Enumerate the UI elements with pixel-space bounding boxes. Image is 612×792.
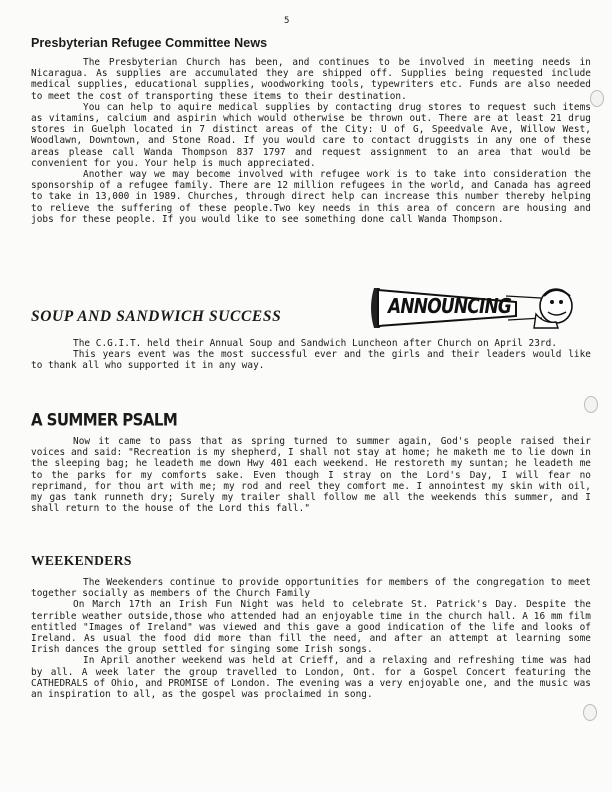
weekenders-paragraph-1: The Weekenders continue to provide opportunities for members of the congregation to meet together socially as members of the Church Family [31, 577, 591, 600]
soup-paragraph-2: This years event was the most successful ever and the girls and their leaders would like to thank all who supported it in any way. [31, 349, 591, 372]
announcing-label: ANNOUNCING [388, 295, 512, 319]
soup-section [31, 308, 591, 372]
weekenders-heading: WEEKENDERS [31, 553, 132, 568]
refugee-section [31, 36, 591, 225]
refugee-heading: Presbyterian Refugee Committee News [31, 36, 268, 50]
psalm-section [31, 410, 591, 514]
punch-hole [583, 704, 597, 721]
punch-hole [590, 90, 604, 107]
psalm-paragraph: Now it came to pass that as spring turned to summer again, God's people raised their voices and said: "Recreation is my shepherd, I shall not stay at home; he maketh me to lie down in the sleeping bag; he leadeth me down Hwy 401 each weekend. He restoreth my suntan; he leadeth me to the parks for my comforts sake. Even though I stray on the Lord's Day, I will fear no reprimand, for thou art with me; my rod and reel they comfort me. I annointest my skin with oil, my gas tank runneth dry; Surely my trailer shall follow me all the weekends this summer, and I shall return to the house of the Lord this fall." [31, 436, 591, 515]
punch-hole [584, 396, 598, 413]
page-number: 5 [284, 16, 290, 26]
weekenders-section [31, 553, 591, 700]
refugee-paragraph-1: The Presbyterian Church has been, and continues to be involved in meeting needs in Nicaragua. As supplies are accumulated they are shipped off. Supplies being requested include medical supplies, educational supplies, woodworking tools, typewriters etc. Funds are also needed to meet the cost of transporting these items to their destination. [31, 57, 591, 102]
refugee-paragraph-2: You can help to aquire medical supplies by contacting drug stores to request such items as vitamins, calcium and aspirin which would otherwise be thrown out. There are at least 21 drug stores in Guelph located in 7 distinct areas of the City: U of G, Speedvale Ave, Willow West, Woodlawn, Downtown, and Stone Road. If you would care to contact druggists in any one of these areas please call Wanda Thompson 837 1797 and request assignment to an area that would be convenient for you. Your help is much appreciated. [31, 101, 591, 169]
psalm-heading: A SUMMER PSALM [31, 410, 178, 431]
soup-paragraph-1: The C.G.I.T. held their Annual Soup and Sandwich Luncheon after Church on April 23rd. [73, 338, 558, 349]
weekenders-paragraph-3: In April another weekend was held at Crieff, and a relaxing and refreshing time was had by all. A week later the group travelled to London, Ont. for a Gospel Concert featuring the CATHEDRALS of Ohio, and PROMISE of London. The evening was a very enjoyable one, and the music was an inspiration to all, as the gospel was proclaimed in song. [31, 655, 591, 701]
weekenders-paragraph-2: On March 17th an Irish Fun Night was held to celebrate St. Patrick's Day. Despite the terrible weather outside,those who attended had an enjoyable time in the church hall. A 16 mm film entitled "Images of Ireland" was viewed and this gave a good indication of the life and looks of Ireland. As usual the food did more than fill the need, and after an attempt at learning some Irish dances the group settled for singing some Irish songs. [31, 599, 591, 656]
refugee-paragraph-3: Another way we may become involved with refugee work is to take into consideration the sponsorship of a refugee family. There are 12 million refugees in the world, and Canada has agreed to take in 13,000 in 1989. Churches, through direct help can increase this number thereby helping to relieve the suffering of these people.Two key needs in this area of concern are housing and jobs for these people. If you would like to see something done call Wanda Thompson. [31, 169, 591, 225]
soup-heading: SOUP AND SANDWICH SUCCESS [31, 308, 282, 325]
